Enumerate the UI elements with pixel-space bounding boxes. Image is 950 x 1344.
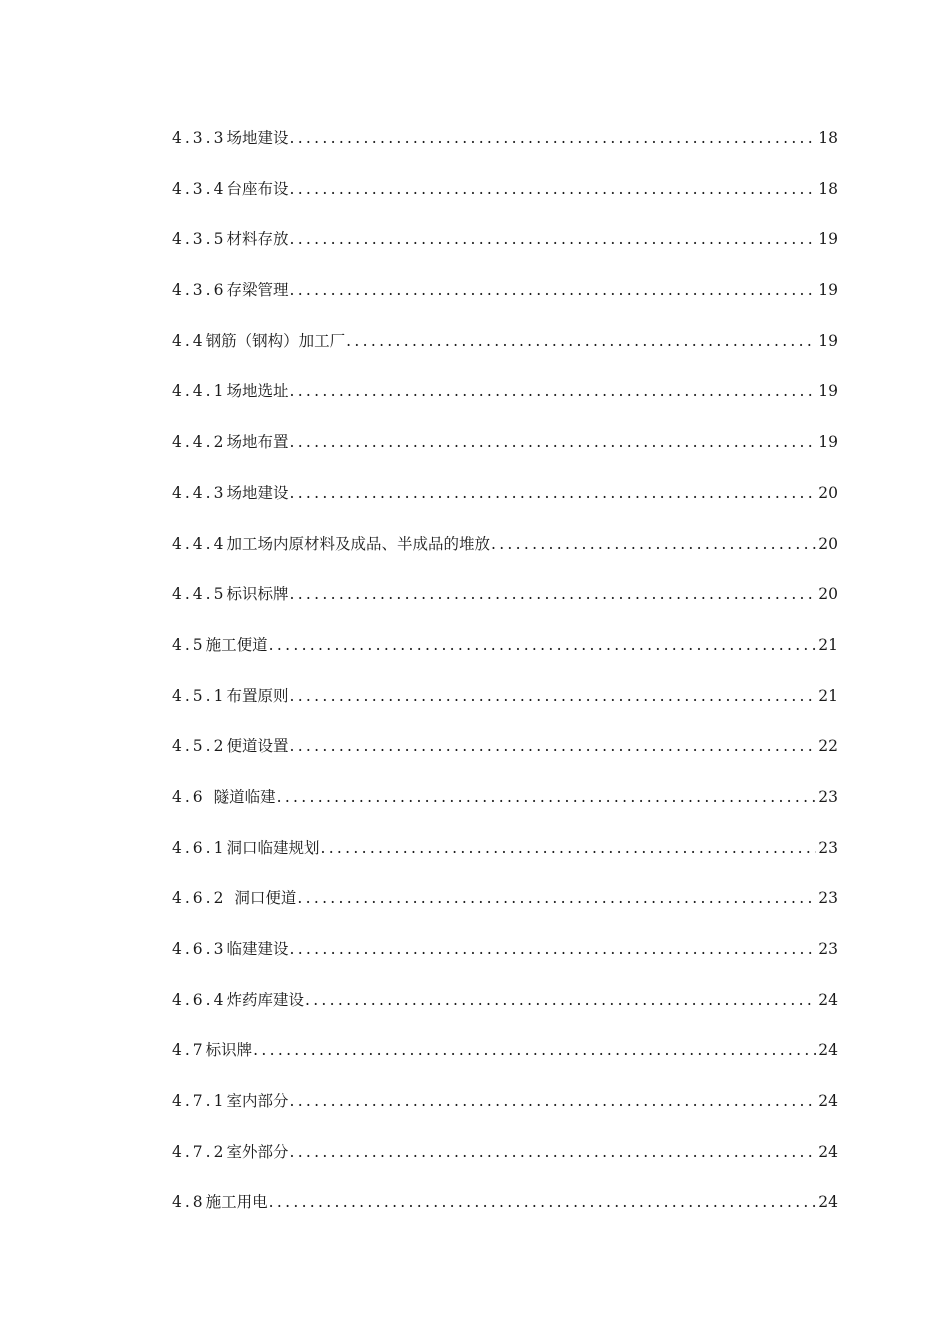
toc-entry[interactable] — [172, 353, 838, 404]
dot-leader — [289, 684, 816, 708]
toc-entry[interactable] — [172, 758, 838, 809]
toc-entry[interactable] — [172, 708, 838, 759]
toc-entry-title: 场地建设 — [226, 129, 289, 147]
dot-leader — [346, 329, 816, 353]
dot-leader — [269, 1190, 817, 1214]
toc-entry-title: 标识牌 — [205, 1041, 253, 1060]
toc-entry-page: 22 — [818, 737, 838, 756]
toc-entry-number: 4.3.3 — [172, 129, 227, 147]
toc-entry-page: 23 — [818, 787, 838, 806]
toc-entry-title: 场地布置 — [226, 433, 289, 452]
toc-entry[interactable] — [172, 910, 838, 961]
dot-leader — [289, 937, 816, 961]
table-of-contents — [172, 124, 838, 1214]
dot-leader — [269, 633, 817, 657]
toc-entry-title: 便道设置 — [226, 737, 289, 756]
toc-entry[interactable] — [172, 657, 838, 708]
toc-entry-number: 4.6.4 — [172, 990, 227, 1009]
toc-entry-page: 19 — [818, 230, 838, 249]
toc-entry-page: 23 — [818, 940, 838, 958]
toc-entry-number: 4.5.1 — [172, 686, 227, 705]
dot-leader — [289, 278, 816, 302]
toc-entry[interactable] — [172, 150, 838, 201]
toc-entry-title: 场地建设 — [226, 483, 289, 502]
toc-entry-page: 20 — [818, 483, 838, 502]
toc-entry[interactable] — [172, 302, 838, 353]
toc-entry-number: 4.4 — [172, 331, 206, 350]
dot-leader — [277, 785, 817, 809]
toc-entry-title: 洞口临建规划 — [226, 838, 320, 857]
toc-entry-page: 24 — [818, 1041, 838, 1060]
toc-entry-title: 场地选址 — [226, 382, 289, 401]
dot-leader — [289, 1089, 816, 1113]
toc-entry-number: 4.6.2 — [172, 889, 235, 908]
toc-entry-number: 4.5 — [172, 635, 206, 654]
toc-entry[interactable] — [172, 1062, 838, 1113]
toc-entry-title: 施工用电 — [205, 1193, 268, 1212]
toc-entry-page: 18 — [818, 129, 838, 147]
toc-entry-title: 隧道临建 — [213, 787, 276, 806]
toc-entry-page: 24 — [818, 1193, 838, 1212]
toc-entry-page: 18 — [818, 179, 838, 198]
toc-entry-number: 4.6.1 — [172, 838, 227, 857]
toc-entry-number: 4.4.1 — [172, 382, 227, 401]
toc-entry-number: 4.7.2 — [172, 1142, 227, 1161]
dot-leader — [289, 177, 816, 201]
toc-entry-title: 存梁管理 — [226, 281, 289, 300]
toc-entry[interactable] — [172, 403, 838, 454]
toc-entry-title: 台座布设 — [226, 179, 289, 198]
dot-leader — [491, 532, 816, 556]
toc-entry-page: 23 — [818, 889, 838, 908]
toc-entry-page: 20 — [818, 585, 838, 604]
toc-entry-title: 室内部分 — [226, 1092, 289, 1111]
dot-leader — [305, 988, 816, 1012]
toc-entry-page: 24 — [818, 990, 838, 1009]
toc-entry-number: 4.4.2 — [172, 433, 227, 452]
toc-entry-number: 4.3.5 — [172, 230, 227, 249]
toc-entry-title: 标识标牌 — [226, 585, 289, 604]
dot-leader — [289, 481, 816, 505]
toc-entry-page: 24 — [818, 1142, 838, 1161]
toc-entry-page: 24 — [818, 1092, 838, 1111]
toc-entry[interactable] — [172, 1012, 838, 1063]
toc-entry[interactable] — [172, 556, 838, 607]
toc-entry-number: 4.6 — [172, 787, 214, 806]
dot-leader — [289, 1140, 816, 1164]
toc-entry[interactable] — [172, 809, 838, 860]
toc-entry-number: 4.7 — [172, 1041, 206, 1060]
dot-leader — [253, 1038, 816, 1062]
toc-entry-title: 材料存放 — [226, 230, 289, 249]
dot-leader — [289, 379, 816, 403]
toc-entry-title: 加工场内原材料及成品、半成品的堆放 — [226, 534, 490, 553]
toc-entry-title: 布置原则 — [226, 686, 289, 705]
toc-entry[interactable] — [172, 201, 838, 252]
toc-entry-number: 4.3.4 — [172, 179, 227, 198]
toc-entry[interactable] — [172, 961, 838, 1012]
toc-entry-page: 21 — [818, 686, 838, 705]
toc-entry[interactable] — [172, 505, 838, 556]
toc-entry-page: 19 — [818, 433, 838, 452]
toc-entry-title: 钢筋（钢构）加工厂 — [205, 331, 346, 350]
toc-entry[interactable] — [172, 124, 838, 150]
toc-entry-list — [172, 124, 838, 1214]
toc-entry-page: 19 — [818, 281, 838, 300]
toc-entry-number: 4.8 — [172, 1193, 206, 1212]
toc-entry-page: 23 — [818, 838, 838, 857]
toc-entry-title: 施工便道 — [205, 635, 268, 654]
toc-entry-title: 炸药库建设 — [226, 990, 304, 1009]
toc-entry[interactable] — [172, 251, 838, 302]
toc-entry-number: 4.3.6 — [172, 281, 227, 300]
toc-entry-number: 4.4.4 — [172, 534, 227, 553]
dot-leader — [289, 734, 816, 758]
toc-entry-number: 4.6.3 — [172, 940, 227, 958]
toc-entry[interactable] — [172, 454, 838, 505]
dot-leader — [289, 430, 816, 454]
toc-entry-page: 19 — [818, 382, 838, 401]
toc-entry-number: 4.4.5 — [172, 585, 227, 604]
dot-leader — [320, 836, 816, 860]
toc-entry-title: 室外部分 — [226, 1142, 289, 1161]
toc-entry-title: 临建建设 — [226, 940, 289, 958]
toc-entry-number: 4.5.2 — [172, 737, 227, 756]
toc-entry-page: 19 — [818, 331, 838, 350]
toc-entry-page: 20 — [818, 534, 838, 553]
toc-entry-page: 21 — [818, 635, 838, 654]
toc-entry[interactable] — [172, 1164, 838, 1215]
dot-leader — [289, 126, 816, 150]
toc-entry-number: 4.7.1 — [172, 1092, 227, 1111]
toc-entry-number: 4.4.3 — [172, 483, 227, 502]
toc-entry[interactable] — [172, 606, 838, 657]
toc-entry-title: 洞口便道 — [234, 889, 297, 908]
toc-entry[interactable] — [172, 860, 838, 911]
dot-leader — [297, 886, 816, 910]
toc-entry[interactable] — [172, 1113, 838, 1164]
dot-leader — [289, 227, 816, 251]
dot-leader — [289, 582, 816, 606]
